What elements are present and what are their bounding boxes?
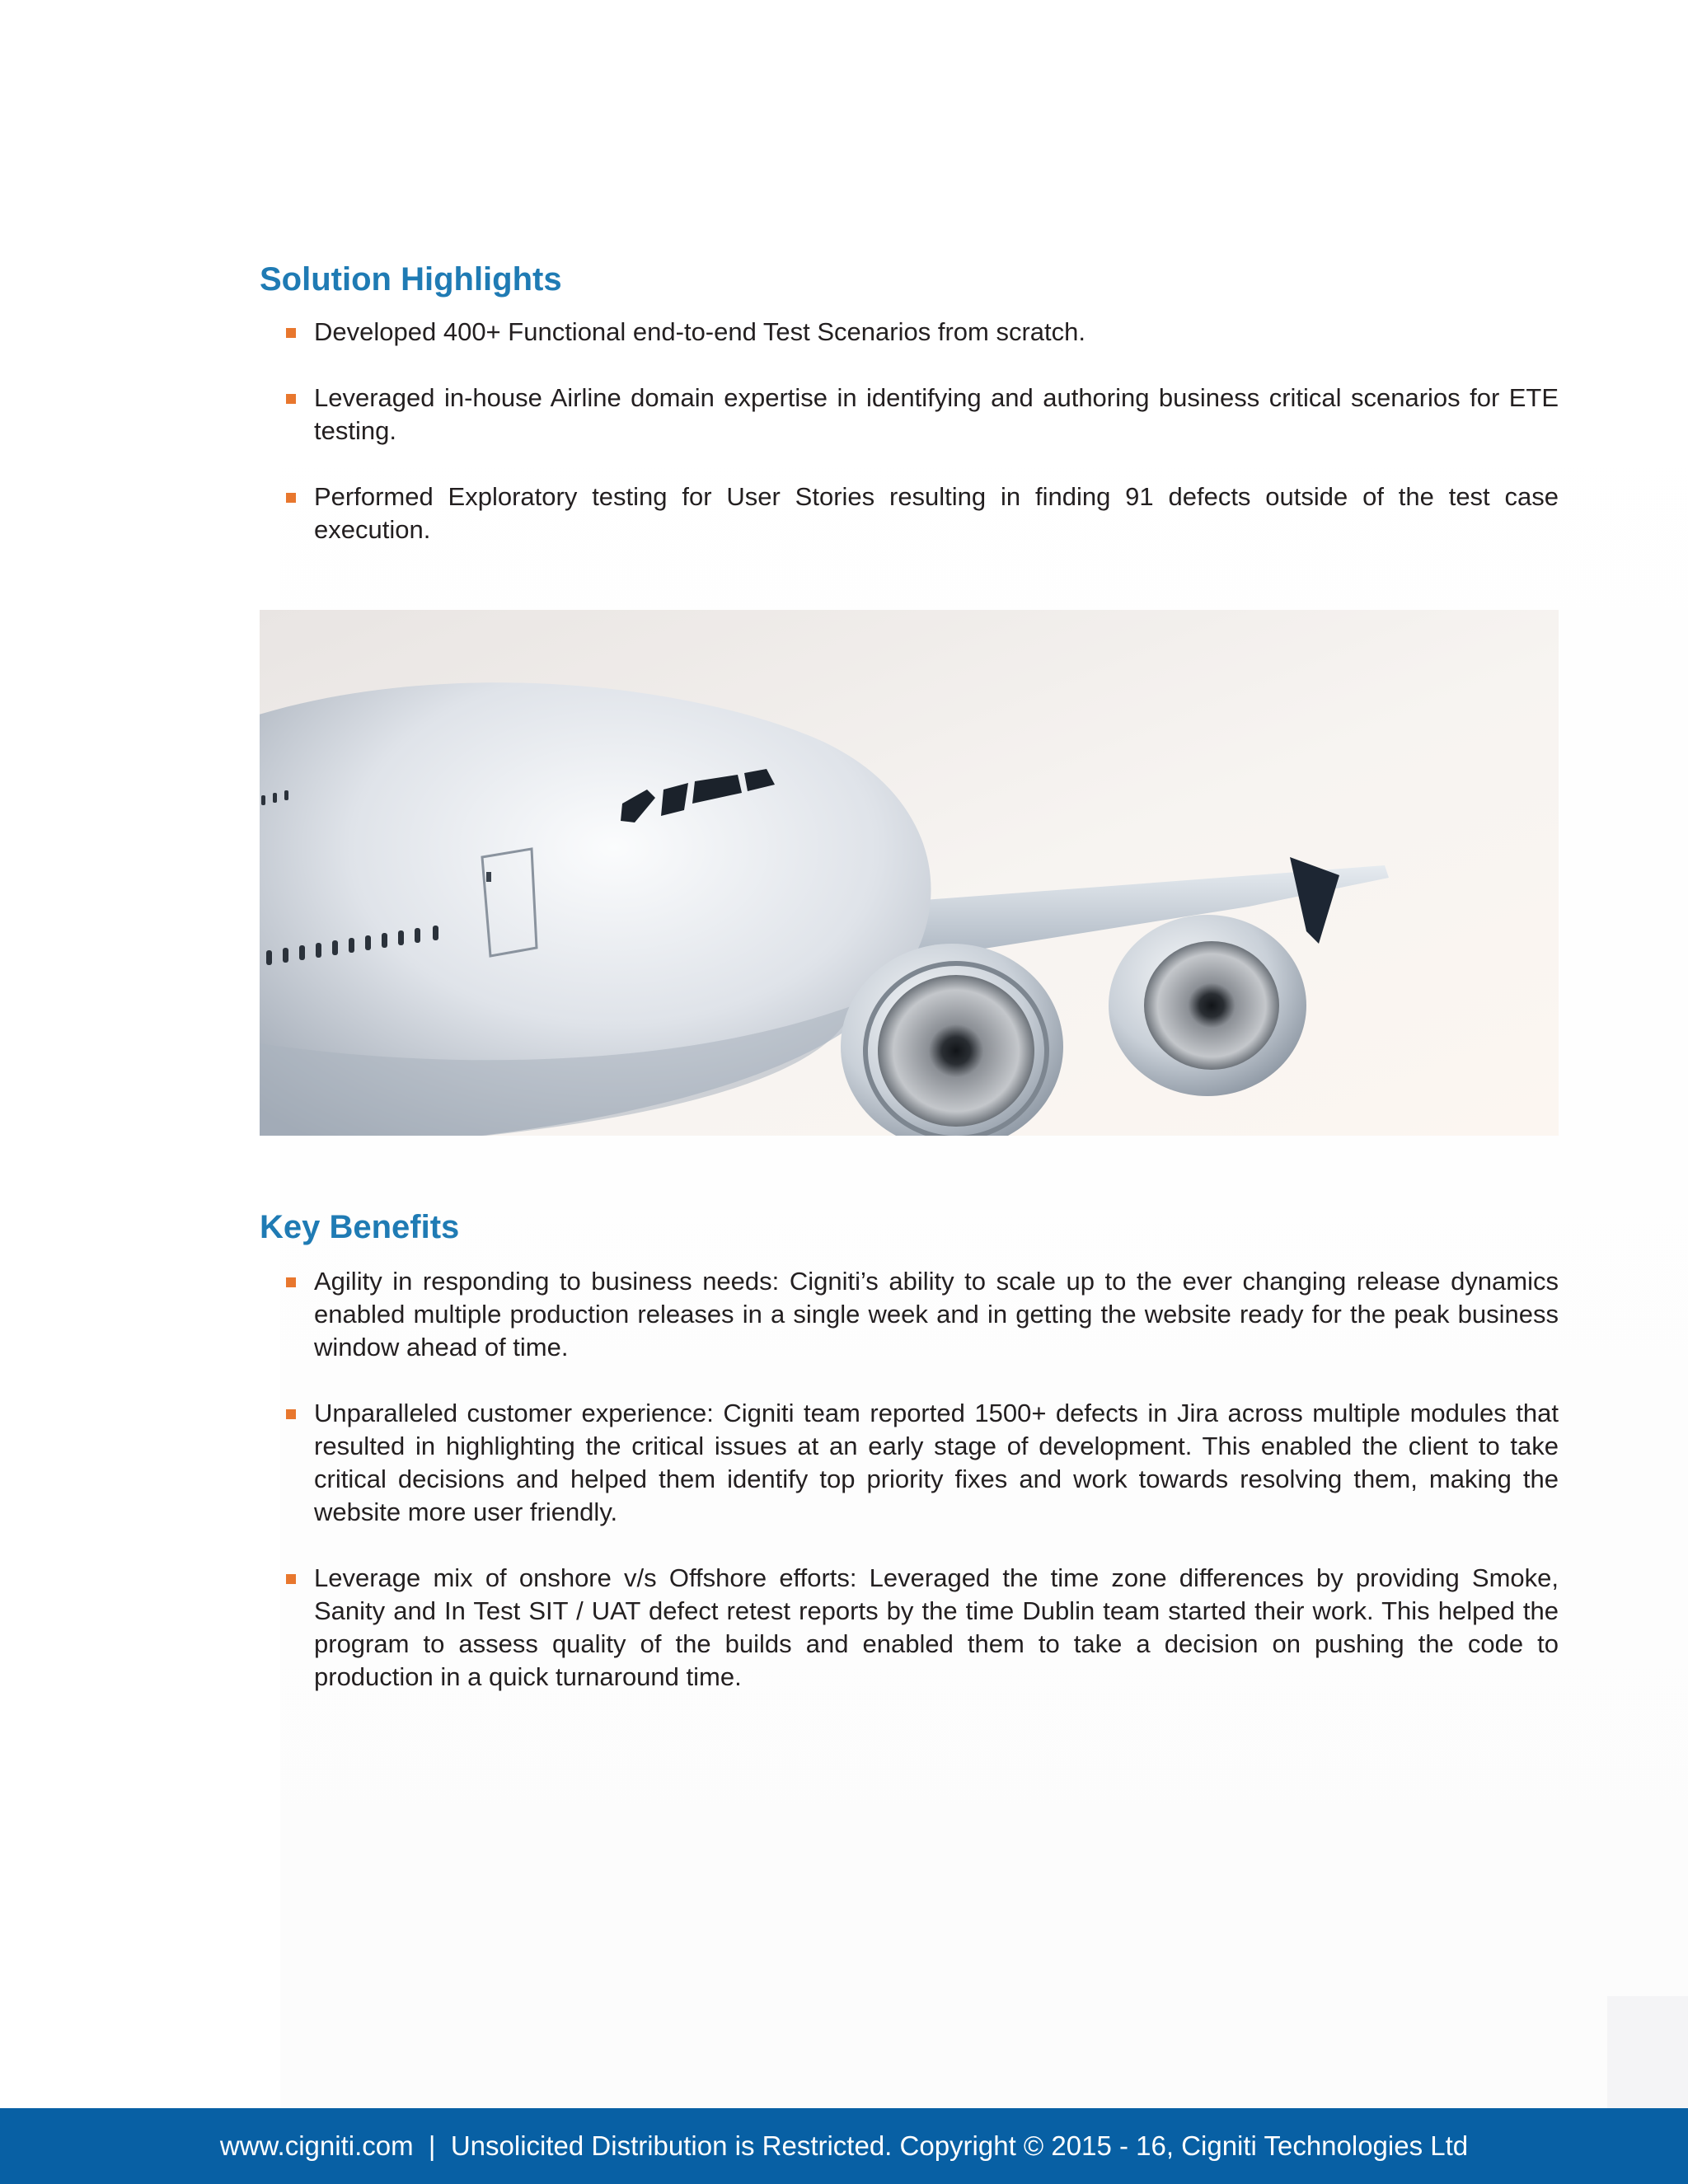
- square-bullet-icon: [286, 394, 296, 404]
- list-item: [260, 1397, 1559, 1529]
- footer-text: www.cigniti.com | Unsolicited Distribution is Restricted. Copyright © 2015 - 16, Cigniti Technologies Ltd: [219, 2130, 1469, 2161]
- solution-highlights-title: Solution Highlights: [260, 261, 562, 298]
- square-bullet-icon: [286, 1574, 296, 1584]
- airplane-photo: [260, 610, 1559, 1136]
- square-bullet-icon: [286, 493, 296, 503]
- square-bullet-icon: [286, 1409, 296, 1419]
- list-item-text: Leveraged in-house Airline domain expertise in identifying and authoring business critical scenarios for ETE testing.: [314, 383, 1559, 445]
- key-benefits-title: Key Benefits: [260, 1209, 460, 1245]
- list-item-text: Performed Exploratory testing for User Stories resulting in finding 91 defects outside of the test case execution.: [314, 482, 1559, 544]
- list-item-text: Leverage mix of onshore v/s Offshore efforts: Leveraged the time zone differences by providing Smoke, Sanity and In Test SIT / UAT defect retest reports by the time Dublin team started their work. This helped the program to assess quality of the builds and enabled them to take a decision on pushing the code to production in a quick turnaround time.: [314, 1563, 1559, 1691]
- list-item: [260, 480, 1559, 546]
- list-item-text: Developed 400+ Functional end-to-end Test Scenarios from scratch.: [314, 317, 1085, 346]
- corner-shade: [1607, 1996, 1688, 2108]
- list-item: [260, 316, 1559, 349]
- square-bullet-icon: [286, 328, 296, 338]
- airplane-illustration: [260, 610, 1559, 1136]
- key-benefits-section: [260, 1207, 1559, 1727]
- square-bullet-icon: [286, 1277, 296, 1287]
- solution-highlights-section: [260, 260, 1559, 579]
- solution-highlights-list: [260, 316, 1559, 546]
- footer-bar: [0, 2108, 1688, 2184]
- list-item: [260, 1265, 1559, 1364]
- list-item: [260, 1562, 1559, 1694]
- key-benefits-list: [260, 1265, 1559, 1694]
- list-item: [260, 382, 1559, 448]
- list-item-text: Agility in responding to business needs: Cigniti’s ability to scale up to the ever changing release dynamics enabled multiple production releases in a single week and in getting the website ready for the peak business window ahead of time.: [314, 1267, 1559, 1361]
- engine-fan: [1144, 941, 1279, 1070]
- list-item-text: Unparalleled customer experience: Cigniti team reported 1500+ defects in Jira across multiple modules that resulted in highlighting the critical issues at an early stage of development. This enabled the client to take critical decisions and helped them identify top priority fixes and work towards resolving them, making the website more user friendly.: [314, 1399, 1559, 1526]
- engine-fan: [878, 975, 1034, 1127]
